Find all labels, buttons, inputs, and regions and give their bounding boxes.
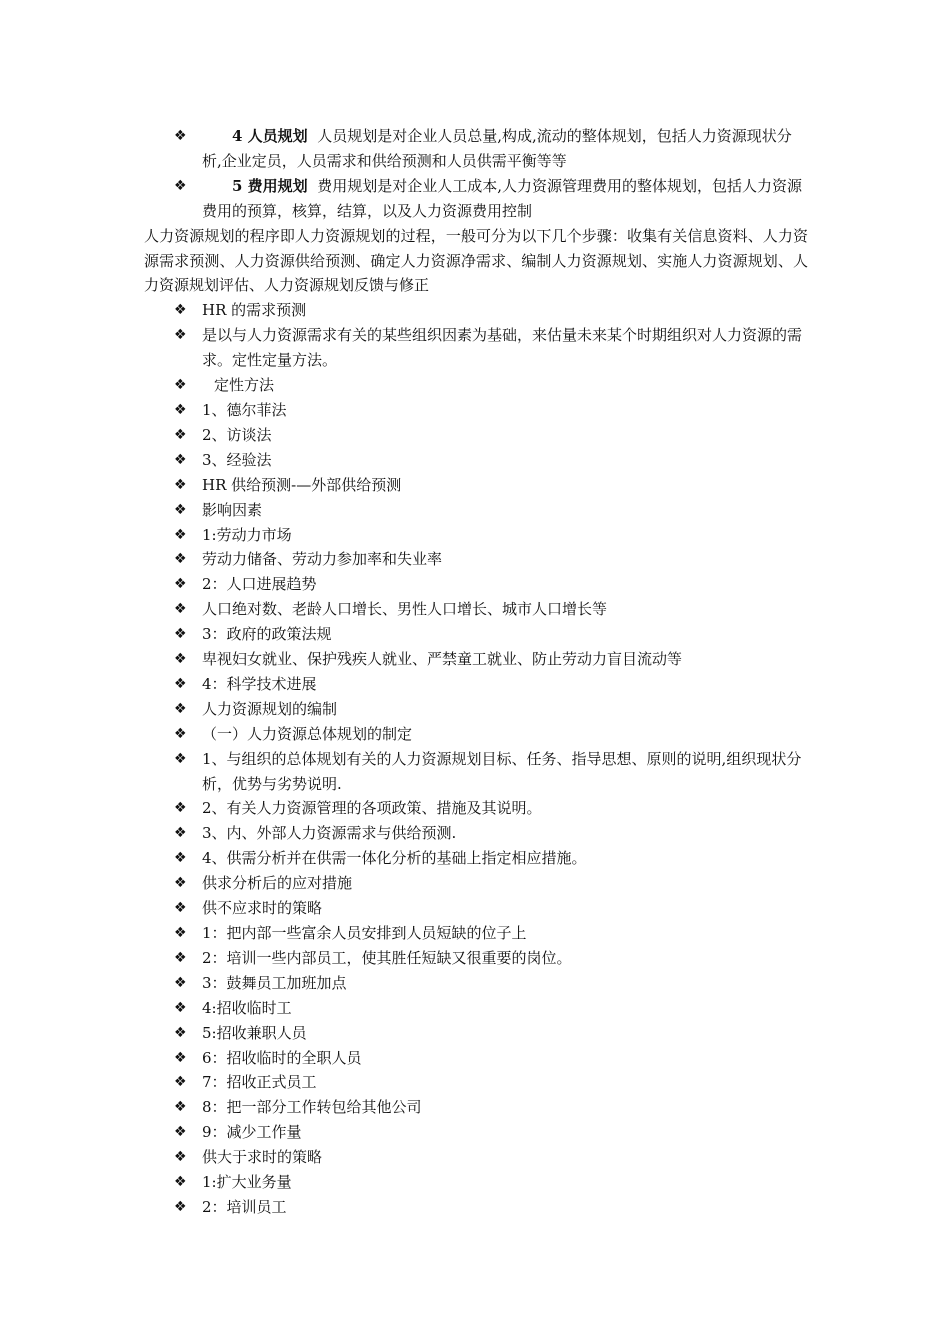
bullet-list bbox=[144, 298, 808, 1220]
list-item bbox=[144, 871, 808, 896]
list-item bbox=[144, 448, 808, 473]
item-text: 是以与人力资源需求有关的某些组织因素为基础，来估量未来某个时期组织对人力资源的需求。定性定量方法。 bbox=[202, 326, 803, 370]
body-paragraph: 人力资源规划的程序即人力资源规划的过程，一般可分为以下几个步骤：收集有关信息资料、人力资源需求预测、人力资源供给预测、确定人力资源净需求、编制人力资源规划、实施人力资源规划、人力资源规划评估、人力资源规划反馈与修正 bbox=[144, 226, 808, 295]
bullet-icon: ❖ bbox=[174, 1049, 187, 1066]
item-text: 4：科学技术进展 bbox=[202, 674, 317, 693]
item-text: 劳动力储备、劳动力参加率和失业率 bbox=[202, 550, 443, 569]
list-item bbox=[144, 722, 808, 747]
bullet-icon: ❖ bbox=[174, 451, 187, 468]
list-item bbox=[144, 174, 808, 224]
bullet-icon: ❖ bbox=[174, 302, 187, 319]
bullet-icon: ❖ bbox=[174, 476, 187, 493]
bullet-icon: ❖ bbox=[174, 128, 187, 144]
list-item bbox=[144, 572, 808, 597]
bullet-icon: ❖ bbox=[174, 875, 187, 892]
list-item bbox=[144, 398, 808, 423]
item-text: 8：把一部分工作转包给其他公司 bbox=[202, 1098, 422, 1117]
item-text: 费用规划是对企业人工成本,人力资源管理费用的整体规划，包括人力资源费用的预算，核算，结算，以及人力资源费用控制 bbox=[202, 176, 802, 220]
list-item bbox=[144, 523, 808, 548]
list-item bbox=[144, 1195, 808, 1220]
item-text: 2：培训一些内部员工，使其胜任短缺又很重要的岗位。 bbox=[202, 948, 572, 967]
item-text: 人口绝对数、老龄人口增长、男性人口增长、城市人口增长等 bbox=[202, 600, 608, 619]
bullet-icon: ❖ bbox=[174, 327, 187, 344]
list-item bbox=[144, 1095, 808, 1120]
item-text: 3：政府的政策法规 bbox=[202, 625, 332, 644]
bullet-icon: ❖ bbox=[174, 626, 187, 643]
item-text: HR 供给预测-—外部供给预测 bbox=[202, 475, 402, 494]
item-text: HR 的需求预测 bbox=[202, 301, 307, 320]
item-heading: 5 费用规划 bbox=[232, 176, 308, 195]
bullet-icon: ❖ bbox=[174, 999, 187, 1016]
bullet-icon: ❖ bbox=[174, 576, 187, 593]
bullet-icon: ❖ bbox=[174, 700, 187, 717]
list-item bbox=[144, 1046, 808, 1071]
item-text: 影响因素 bbox=[202, 500, 263, 519]
document-body bbox=[144, 124, 808, 1220]
item-heading: 4 人员规划 bbox=[232, 127, 308, 145]
bullet-icon: ❖ bbox=[174, 1099, 187, 1116]
bullet-icon: ❖ bbox=[174, 974, 187, 991]
list-item bbox=[144, 846, 808, 871]
bullet-icon: ❖ bbox=[174, 601, 187, 618]
item-text: 卑视妇女就业、保护残疾人就业、严禁童工就业、防止劳动力盲目流动等 bbox=[202, 650, 683, 669]
item-text: 1、德尔菲法 bbox=[202, 400, 287, 419]
bullet-icon: ❖ bbox=[174, 925, 187, 941]
bullet-icon: ❖ bbox=[174, 526, 187, 543]
bullet-icon: ❖ bbox=[174, 1124, 187, 1141]
bullet-icon: ❖ bbox=[174, 1149, 187, 1166]
list-item bbox=[144, 298, 808, 323]
list-item bbox=[144, 597, 808, 622]
item-text: 人员规划是对企业人员总量,构成,流动的整体规划，包括人力资源现状分析,企业定员，人员需求和供给预测和人员供需平衡等等 bbox=[202, 127, 792, 170]
bullet-icon: ❖ bbox=[174, 725, 187, 742]
item-text: 3：鼓舞员工加班加点 bbox=[202, 973, 347, 992]
list-item bbox=[144, 747, 808, 797]
bullet-icon: ❖ bbox=[174, 1198, 187, 1215]
bullet-icon: ❖ bbox=[174, 426, 187, 443]
bullet-icon: ❖ bbox=[174, 949, 187, 966]
list-item bbox=[144, 124, 808, 174]
list-item bbox=[144, 498, 808, 523]
item-text: 供不应求时的策略 bbox=[202, 899, 323, 918]
item-text: 供大于求时的策略 bbox=[202, 1148, 323, 1167]
list-item bbox=[144, 896, 808, 921]
list-item bbox=[144, 323, 808, 373]
bullet-icon: ❖ bbox=[174, 1174, 187, 1191]
item-text: 1:劳动力市场 bbox=[202, 525, 292, 544]
item-text: 2、访谈法 bbox=[202, 425, 272, 444]
item-text: 定性方法 bbox=[214, 376, 275, 395]
bullet-icon: ❖ bbox=[174, 551, 187, 568]
bullet-icon: ❖ bbox=[174, 750, 187, 767]
item-text: 6：招收临时的全职人员 bbox=[202, 1048, 362, 1067]
list-item bbox=[144, 547, 808, 572]
list-item bbox=[144, 672, 808, 697]
item-text: 7：招收正式员工 bbox=[202, 1073, 317, 1092]
bullet-icon: ❖ bbox=[174, 1074, 187, 1091]
item-text: 2、有关人力资源管理的各项政策、措施及其说明。 bbox=[202, 799, 542, 818]
item-text: 3、经验法 bbox=[202, 450, 272, 469]
list-item bbox=[144, 796, 808, 821]
list-item bbox=[144, 622, 808, 647]
item-text: 1:扩大业务量 bbox=[202, 1173, 292, 1192]
list-item bbox=[144, 373, 808, 398]
list-item bbox=[144, 423, 808, 448]
bullet-icon: ❖ bbox=[174, 177, 187, 194]
bullet-icon: ❖ bbox=[174, 800, 187, 817]
item-text: 2：人口进展趋势 bbox=[202, 575, 317, 594]
list-item bbox=[144, 1170, 808, 1195]
list-item bbox=[144, 996, 808, 1021]
list-item bbox=[144, 473, 808, 498]
list-item bbox=[144, 697, 808, 722]
bullet-icon: ❖ bbox=[174, 1024, 187, 1041]
item-text: 1：把内部一些富余人员安排到人员短缺的位子上 bbox=[202, 924, 527, 942]
item-text: 9：减少工作量 bbox=[202, 1123, 302, 1142]
list-item bbox=[144, 1070, 808, 1095]
list-item bbox=[144, 1145, 808, 1170]
list-item bbox=[144, 971, 808, 996]
item-text: 3、内、外部人力资源需求与供给预测. bbox=[202, 824, 457, 843]
item-text: （一）人力资源总体规划的制定 bbox=[202, 724, 413, 743]
list-item bbox=[144, 821, 808, 846]
bullet-icon: ❖ bbox=[174, 825, 187, 842]
bullet-icon: ❖ bbox=[174, 377, 187, 394]
item-text: 4、供需分析并在供需一体化分析的基础上指定相应措施。 bbox=[202, 849, 587, 868]
bullet-icon: ❖ bbox=[174, 401, 187, 418]
item-text: 1、与组织的总体规划有关的人力资源规划目标、任务、指导思想、原则的说明,组织现状分析，优势与劣势说明. bbox=[202, 749, 802, 793]
item-text: 2：培训员工 bbox=[202, 1197, 287, 1216]
list-item bbox=[144, 1120, 808, 1145]
bullet-icon: ❖ bbox=[174, 651, 187, 668]
item-text: 5:招收兼职人员 bbox=[202, 1023, 307, 1042]
bullet-icon: ❖ bbox=[174, 501, 187, 518]
list-item bbox=[144, 921, 808, 946]
list-item bbox=[144, 647, 808, 672]
bullet-icon: ❖ bbox=[174, 675, 187, 692]
item-text: 供求分析后的应对措施 bbox=[202, 874, 353, 893]
bullet-icon: ❖ bbox=[174, 850, 187, 867]
item-text: 4:招收临时工 bbox=[202, 998, 292, 1017]
item-text: 人力资源规划的编制 bbox=[202, 699, 338, 718]
list-item bbox=[144, 1021, 808, 1046]
list-item bbox=[144, 946, 808, 971]
bullet-icon: ❖ bbox=[174, 900, 187, 917]
